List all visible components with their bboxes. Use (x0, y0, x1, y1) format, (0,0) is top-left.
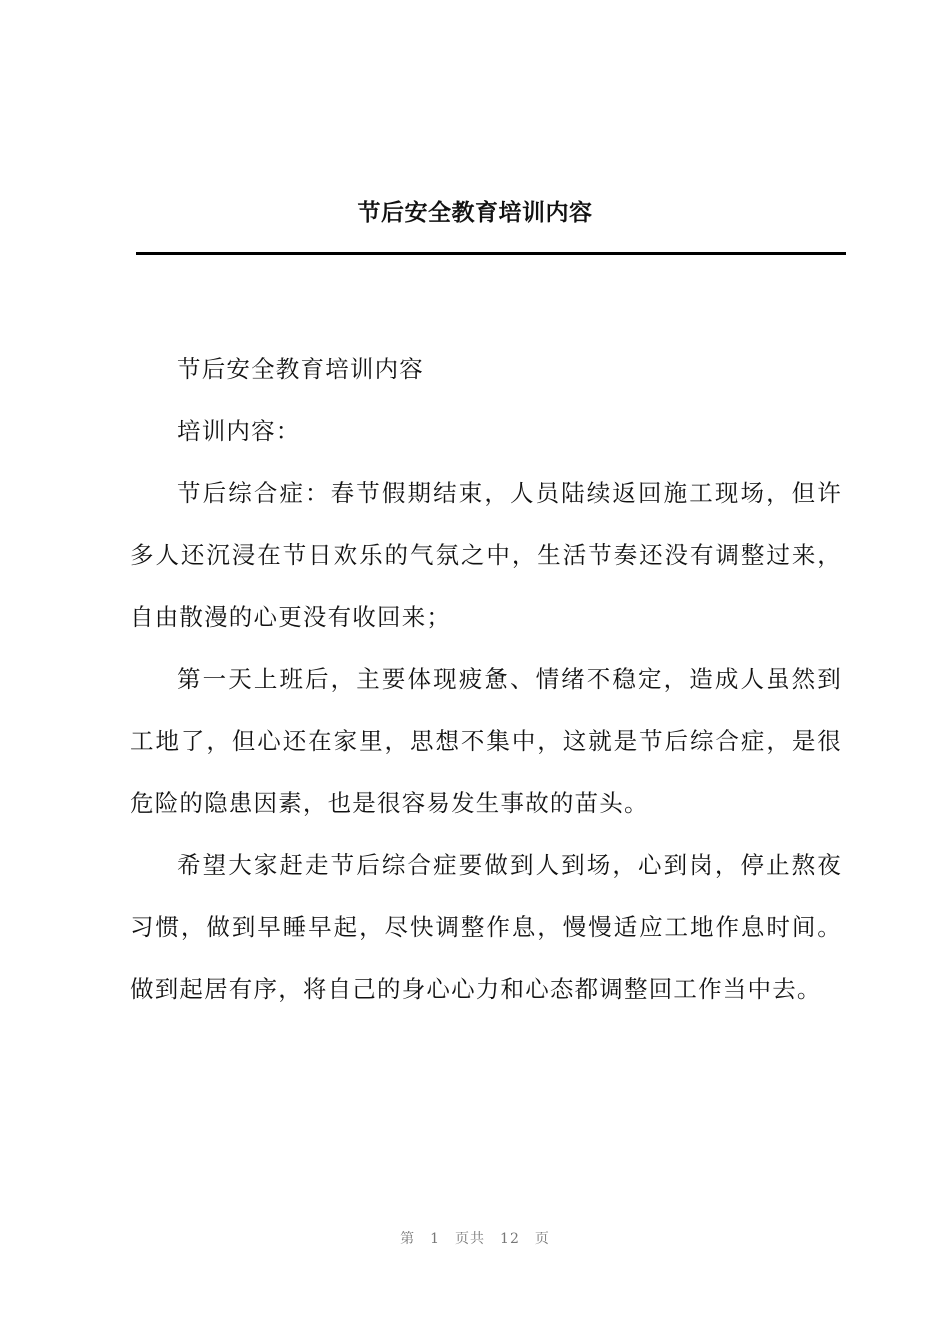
document-body (130, 338, 842, 1020)
page-header-title: 节后安全教育培训内容 (357, 200, 593, 226)
paragraph-title: 节后安全教育培训内容 (177, 355, 424, 383)
paragraph-syndrome: 节后综合症：春节假期结束，人员陆续返回施工现场，但许多人还沉浸在节日欢乐的气氛之中，生活节奏还没有调整过来，自由散漫的心更没有收回来； (130, 479, 842, 631)
paragraph-first-day: 第一天上班后，主要体现疲惫、情绪不稳定，造成人虽然到工地了，但心还在家里，思想不集中，这就是节后综合症，是很危险的隐患因素，也是很容易发生事故的苗头。 (130, 665, 842, 817)
page-footer: 第 1 页共 12 页 (400, 1231, 550, 1247)
header-divider (136, 252, 846, 255)
paragraph-training-heading: 培训内容： (177, 417, 301, 445)
paragraph-advice: 希望大家赶走节后综合症要做到人到场，心到岗，停止熬夜习惯，做到早睡早起，尽快调整作息，慢慢适应工地作息时间。做到起居有序，将自己的身心心力和心态都调整回工作当中去。 (130, 851, 842, 1003)
